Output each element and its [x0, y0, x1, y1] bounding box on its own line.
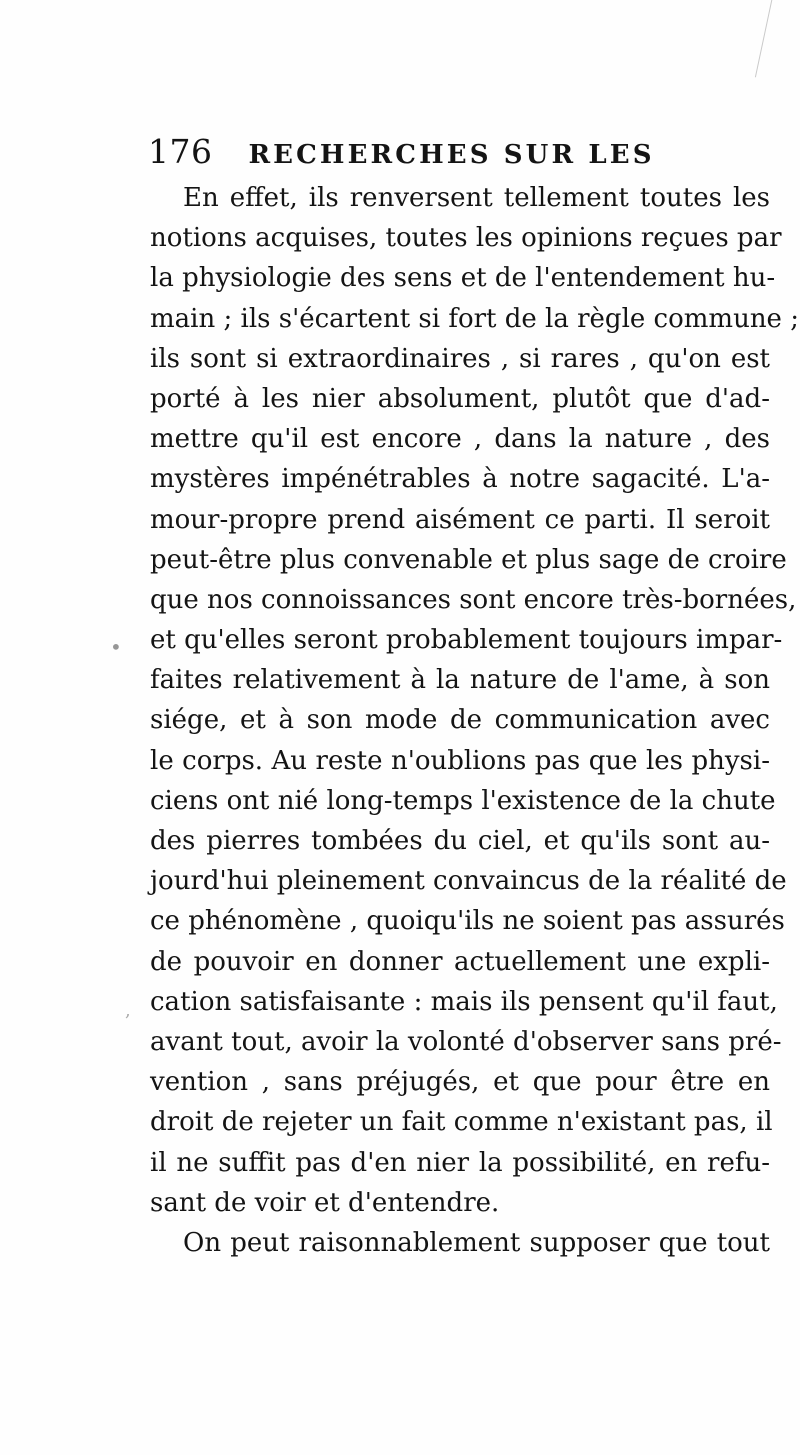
text-line: porté à les nier absolument, plutôt que d'ad- [150, 383, 770, 414]
text-line: notions acquises, toutes les opinions reçues par [150, 223, 782, 254]
margin-mark: , [125, 1000, 131, 1021]
text-line: cation satisfaisante : mais ils pensent qu'il faut, [150, 986, 778, 1017]
running-head: RECHERCHES SUR LES [248, 140, 655, 170]
text-line: de pouvoir en donner actuellement une expli- [150, 946, 770, 977]
margin-dot: • [110, 635, 122, 659]
text-line: peut-être plus convenable et plus sage de croire [150, 544, 787, 575]
text-line: il ne suffit pas d'en nier la possibilité, en refu- [150, 1147, 770, 1178]
text-line: vention , sans préjugés, et que pour être en [150, 1067, 770, 1098]
text-line: mour-propre prend aisément ce parti. Il seroit [150, 504, 770, 535]
text-line: jourd'hui pleinement convaincus de la réalité de [150, 866, 787, 897]
page-header [148, 132, 668, 172]
text-line: des pierres tombées du ciel, et qu'ils sont au- [150, 826, 770, 856]
text-line: En effet, ils renversent tellement toutes les [183, 183, 770, 213]
text-line: avant tout, avoir la volonté d'observer sans pré- [150, 1026, 782, 1057]
page-edge-mark [755, 0, 790, 81]
text-line: le corps. Au reste n'oublions pas que les physi- [150, 745, 770, 776]
text-line: ils sont si extraordinaires , si rares , qu'on est [150, 343, 770, 374]
text-line: ciens ont nié long-temps l'existence de la chute [150, 785, 776, 816]
text-line: mettre qu'il est encore , dans la nature , des [150, 424, 770, 455]
text-line: ce phénomène , quoiqu'ils ne soient pas assurés [150, 906, 785, 937]
text-line: siége, et à son mode de communication avec [150, 705, 770, 736]
text-line: mystères impénétrables à notre sagacité. L'a- [150, 464, 770, 495]
text-line: droit de rejeter un fait comme n'existant pas, il [150, 1107, 773, 1138]
text-line: On peut raisonnablement supposer que tout [183, 1227, 770, 1258]
text-line: faites relativement à la nature de l'ame, à son [150, 665, 770, 696]
text-line: sant de voir et d'entendre. [150, 1187, 500, 1218]
text-line: que nos connoissances sont encore très-bornées, [150, 584, 797, 615]
text-line: la physiologie des sens et de l'entendement hu- [150, 263, 776, 294]
page-number: 176 [148, 132, 213, 171]
body-text [150, 178, 799, 1263]
text-line: et qu'elles seront probablement toujours impar- [150, 625, 783, 656]
text-line: main ; ils s'écartent si fort de la règle commune ; [150, 303, 799, 334]
